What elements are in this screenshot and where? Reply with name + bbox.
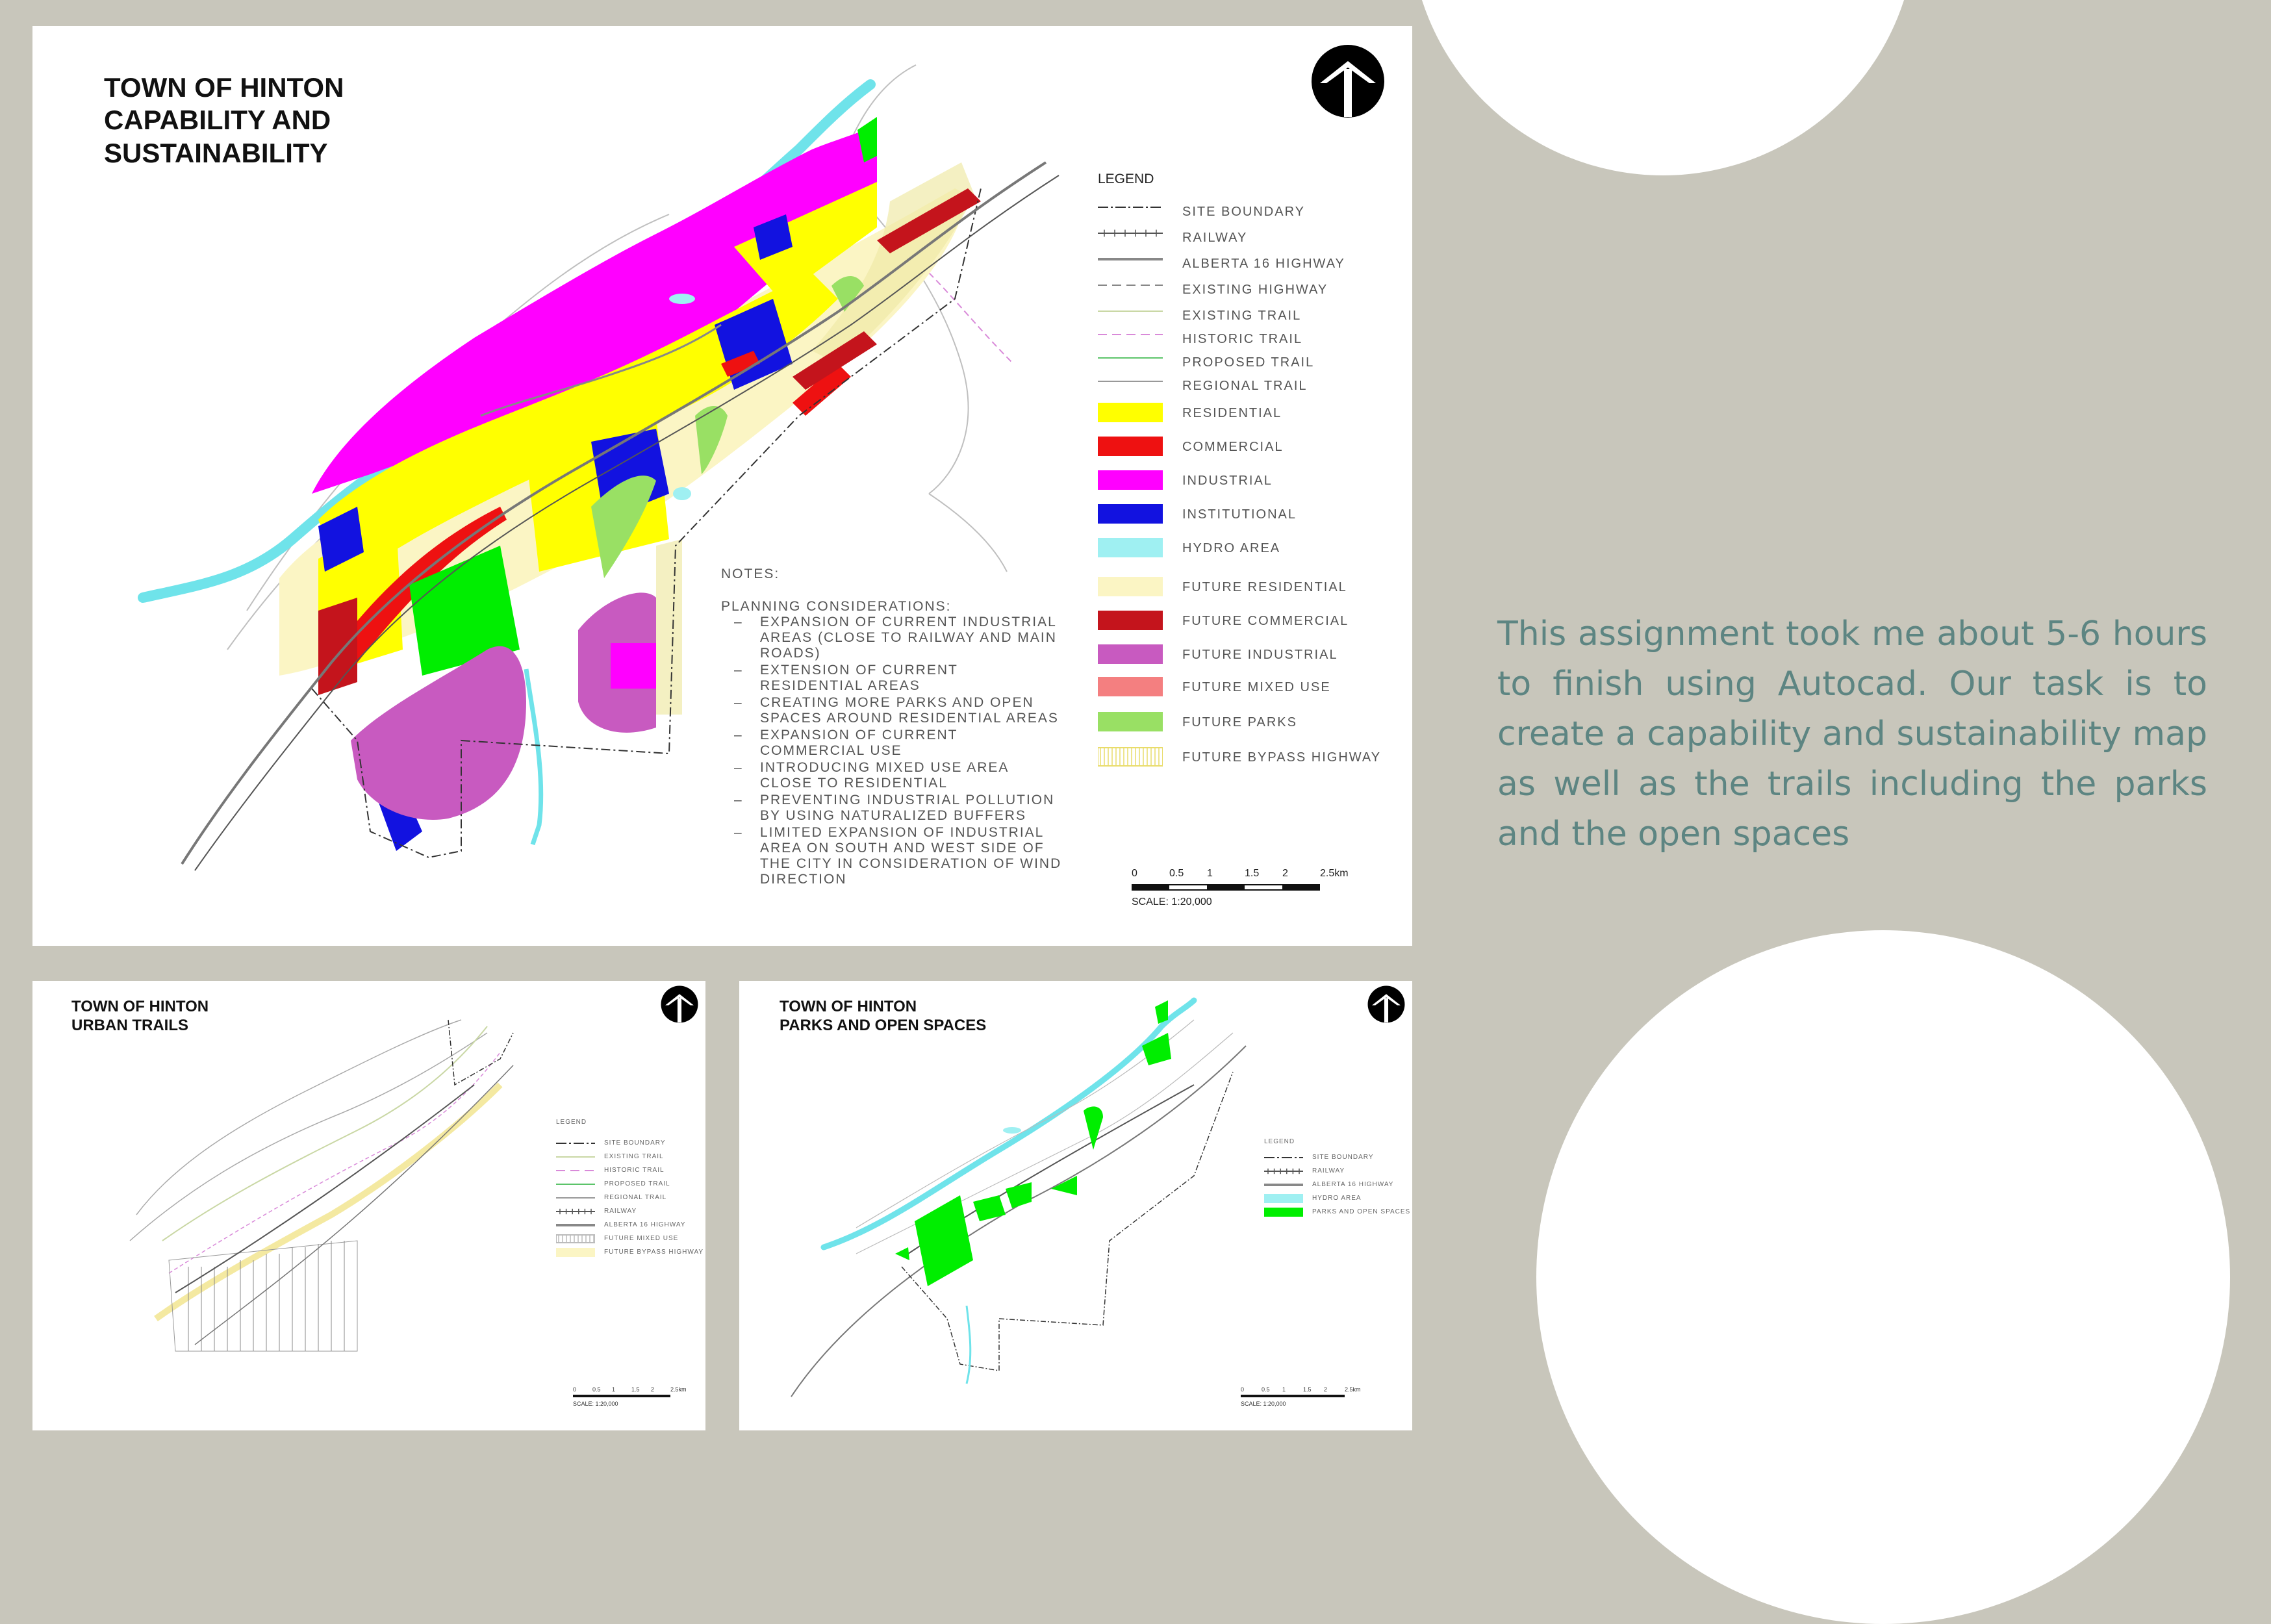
planning-note: – EXTENSION OF CURRENT RESIDENTIAL AREAS bbox=[721, 663, 1065, 694]
north-arrow-icon bbox=[660, 985, 699, 1024]
legend-swatch bbox=[556, 1234, 595, 1243]
scale-tick-label: 0.5 bbox=[1169, 868, 1184, 879]
legend-swatch bbox=[1264, 1194, 1303, 1203]
legend-item bbox=[1098, 434, 1284, 460]
legend-item bbox=[1264, 1150, 1410, 1164]
legend-item bbox=[1098, 674, 1331, 700]
scale-tick-label: 2.5km bbox=[670, 1386, 687, 1393]
legend-swatch bbox=[556, 1207, 595, 1216]
legend-swatch bbox=[1098, 538, 1163, 559]
legend-label: ALBERTA 16 HIGHWAY bbox=[604, 1221, 686, 1228]
legend-label: EXISTING TRAIL bbox=[604, 1153, 664, 1160]
decorative-circle-top bbox=[1410, 0, 1916, 175]
legend-label: COMMERCIAL bbox=[1182, 439, 1284, 454]
legend-swatch bbox=[1098, 437, 1163, 457]
legend-item bbox=[1098, 574, 1347, 600]
scale-tick-label: 2 bbox=[1324, 1386, 1328, 1393]
legend-swatch bbox=[1098, 644, 1163, 665]
legend-label: RAILWAY bbox=[1312, 1167, 1345, 1174]
legend-item bbox=[1098, 709, 1297, 735]
scale-tick-label: 0 bbox=[1241, 1386, 1245, 1393]
scale-tick-label: 2.5km bbox=[1320, 868, 1349, 879]
scale-tick-label: 1.5 bbox=[1245, 868, 1260, 879]
planning-considerations-list bbox=[721, 615, 1065, 887]
capability-notes bbox=[721, 566, 1065, 889]
scale-tick-label: 1.5 bbox=[1303, 1386, 1312, 1393]
legend-swatch bbox=[1264, 1208, 1303, 1217]
legend-swatch bbox=[1098, 677, 1163, 698]
legend-item bbox=[1098, 373, 1308, 399]
capability-map-title: TOWN OF HINTON CAPABILITY AND SUSTAINABILITY bbox=[104, 72, 344, 168]
legend-label: ALBERTA 16 HIGHWAY bbox=[1312, 1181, 1394, 1188]
legend-swatch bbox=[556, 1152, 595, 1161]
legend-label: FUTURE INDUSTRIAL bbox=[1182, 647, 1338, 662]
legend-swatch bbox=[1264, 1167, 1303, 1176]
legend-item bbox=[1098, 326, 1302, 352]
legend-label: EXISTING HIGHWAY bbox=[1182, 282, 1328, 297]
urban-trails-title: TOWN OF HINTON URBAN TRAILS bbox=[71, 998, 209, 1034]
legend-item bbox=[1264, 1205, 1410, 1219]
parks-open-spaces-panel bbox=[739, 981, 1412, 1430]
legend-swatch bbox=[1098, 712, 1163, 733]
legend-item bbox=[1098, 608, 1349, 634]
legend-label: FUTURE COMMERCIAL bbox=[1182, 613, 1349, 628]
scale-tick-label: 0.5 bbox=[592, 1386, 601, 1393]
scale-tick-label: 2.5km bbox=[1345, 1386, 1361, 1393]
urban-trails-panel bbox=[32, 981, 705, 1430]
legend-swatch bbox=[1098, 227, 1163, 248]
legend-label: EXISTING TRAIL bbox=[1182, 308, 1302, 323]
legend-item bbox=[556, 1177, 704, 1191]
legend-label: REGIONAL TRAIL bbox=[604, 1194, 667, 1201]
scale-tick-label: 1 bbox=[1282, 1386, 1286, 1393]
legend-item bbox=[556, 1245, 704, 1259]
legend-label: INDUSTRIAL bbox=[1182, 473, 1273, 488]
legend-label: ALBERTA 16 HIGHWAY bbox=[1182, 256, 1345, 271]
legend-item bbox=[556, 1136, 704, 1150]
parks-scale-label: SCALE: 1:20,000 bbox=[1241, 1401, 1286, 1407]
legend-swatch bbox=[1264, 1153, 1303, 1162]
legend-label: SITE BOUNDARY bbox=[1312, 1154, 1374, 1161]
legend-label: FUTURE BYPASS HIGHWAY bbox=[1182, 750, 1382, 765]
legend-item bbox=[1098, 303, 1301, 329]
urban-trails-scale-bar bbox=[573, 1386, 690, 1407]
legend-swatch bbox=[1098, 253, 1163, 274]
planning-note: – PREVENTING INDUSTRIAL POLLUTION BY USING NATURALIZED BUFFERS bbox=[721, 793, 1065, 824]
legend-item bbox=[1098, 277, 1328, 303]
urban-trails-legend bbox=[556, 1119, 704, 1259]
planning-note: – INTRODUCING MIXED USE AREA CLOSE TO RESIDENTIAL bbox=[721, 760, 1065, 791]
legend-item bbox=[1098, 642, 1338, 668]
legend-swatch bbox=[1098, 403, 1163, 424]
legend-swatch bbox=[556, 1221, 595, 1230]
legend-swatch bbox=[1098, 201, 1163, 222]
north-arrow-icon bbox=[1367, 985, 1406, 1024]
capability-legend-title: LEGEND bbox=[1098, 171, 1154, 186]
planning-note: – CREATING MORE PARKS AND OPEN SPACES AROUND RESIDENTIAL AREAS bbox=[721, 695, 1065, 726]
parks-legend-title: LEGEND bbox=[1264, 1138, 1295, 1145]
legend-label: HYDRO AREA bbox=[1182, 540, 1281, 555]
scale-tick-label: 1 bbox=[612, 1386, 616, 1393]
legend-label: RAILWAY bbox=[604, 1208, 637, 1215]
legend-item bbox=[1098, 535, 1280, 561]
legend-swatch bbox=[556, 1193, 595, 1202]
planning-considerations-heading: PLANNING CONSIDERATIONS: bbox=[721, 599, 952, 614]
legend-label: PROPOSED TRAIL bbox=[1182, 355, 1315, 370]
planning-note: – EXPANSION OF CURRENT COMMERCIAL USE bbox=[721, 728, 1065, 759]
legend-swatch bbox=[1264, 1180, 1303, 1189]
legend-item bbox=[1264, 1191, 1410, 1205]
urban-trails-scale-label: SCALE: 1:20,000 bbox=[573, 1401, 618, 1407]
parks-scale-bar bbox=[1241, 1386, 1371, 1407]
urban-trails-legend-title: LEGEND bbox=[556, 1119, 587, 1126]
parks-legend bbox=[1264, 1138, 1410, 1219]
decorative-circle-bottom bbox=[1536, 930, 2230, 1624]
legend-label: REGIONAL TRAIL bbox=[1182, 378, 1308, 393]
legend-label: HISTORIC TRAIL bbox=[1182, 331, 1303, 346]
planning-note: – LIMITED EXPANSION OF INDUSTRIAL AREA ON SOUTH AND WEST SIDE OF THE CITY IN CONSIDERATION OF WIND DIRECTION bbox=[721, 825, 1065, 887]
legend-swatch bbox=[1098, 329, 1163, 349]
scale-tick-label: 0 bbox=[573, 1386, 577, 1393]
scale-tick-label: 2 bbox=[651, 1386, 655, 1393]
legend-item bbox=[556, 1204, 704, 1218]
legend-label: RAILWAY bbox=[1182, 230, 1248, 245]
legend-item bbox=[1098, 251, 1345, 277]
legend-swatch bbox=[556, 1166, 595, 1175]
scale-tick-label: 1 bbox=[1207, 868, 1213, 879]
scale-tick-label: 1.5 bbox=[631, 1386, 640, 1393]
legend-label: FUTURE RESIDENTIAL bbox=[1182, 579, 1347, 594]
legend-label: PROPOSED TRAIL bbox=[604, 1180, 670, 1187]
legend-swatch bbox=[556, 1139, 595, 1148]
legend-label: HYDRO AREA bbox=[1312, 1195, 1362, 1202]
legend-swatch bbox=[1098, 577, 1163, 598]
legend-swatch bbox=[1098, 504, 1163, 525]
capability-scale-bar bbox=[1132, 868, 1352, 908]
legend-swatch bbox=[556, 1248, 595, 1257]
legend-label: INSTITUTIONAL bbox=[1182, 507, 1297, 522]
legend-label: HISTORIC TRAIL bbox=[604, 1167, 665, 1174]
legend-swatch bbox=[1098, 611, 1163, 631]
legend-item bbox=[1098, 468, 1273, 494]
legend-item bbox=[1264, 1164, 1410, 1178]
legend-swatch bbox=[1098, 279, 1163, 300]
legend-item bbox=[1098, 744, 1381, 770]
legend-item bbox=[556, 1232, 704, 1245]
legend-label: FUTURE PARKS bbox=[1182, 715, 1297, 730]
notes-heading: NOTES: bbox=[721, 566, 780, 581]
legend-swatch bbox=[1098, 305, 1163, 326]
legend-item bbox=[1098, 349, 1314, 375]
legend-item bbox=[1264, 1178, 1410, 1191]
legend-label: FUTURE MIXED USE bbox=[1182, 679, 1331, 694]
legend-item bbox=[556, 1218, 704, 1232]
legend-label: RESIDENTIAL bbox=[1182, 405, 1282, 420]
assignment-description: This assignment took me about 5-6 hours to finish using Autocad. Our task is to create a capability and sustainability map as well as the trails including the parks and the open spaces bbox=[1497, 615, 2207, 854]
legend-swatch bbox=[1098, 375, 1163, 396]
scale-tick-label: 0 bbox=[1132, 868, 1137, 879]
capability-map-panel bbox=[32, 26, 1412, 946]
legend-label: FUTURE MIXED USE bbox=[604, 1235, 679, 1242]
scale-tick-label: 0.5 bbox=[1262, 1386, 1270, 1393]
capability-scale-label: SCALE: 1:20,000 bbox=[1132, 896, 1212, 907]
legend-item bbox=[1098, 400, 1282, 426]
legend-item bbox=[556, 1150, 704, 1163]
legend-item bbox=[1098, 501, 1297, 527]
legend-item bbox=[556, 1191, 704, 1204]
legend-swatch bbox=[1098, 747, 1163, 768]
north-arrow-icon bbox=[1310, 43, 1386, 120]
planning-note: – EXPANSION OF CURRENT INDUSTRIAL AREAS (CLOSE TO RAILWAY AND MAIN ROADS) bbox=[721, 615, 1065, 661]
legend-item bbox=[1098, 199, 1305, 225]
legend-label: SITE BOUNDARY bbox=[1182, 204, 1305, 219]
legend-item bbox=[556, 1163, 704, 1177]
legend-label: FUTURE BYPASS HIGHWAY bbox=[604, 1249, 704, 1256]
legend-swatch bbox=[1098, 470, 1163, 491]
parks-title: TOWN OF HINTON PARKS AND OPEN SPACES bbox=[780, 998, 987, 1034]
legend-swatch bbox=[556, 1180, 595, 1189]
legend-label: SITE BOUNDARY bbox=[604, 1139, 666, 1147]
legend-swatch bbox=[1098, 352, 1163, 373]
scale-tick-label: 2 bbox=[1282, 868, 1288, 879]
legend-label: PARKS AND OPEN SPACES bbox=[1312, 1208, 1411, 1215]
legend-item bbox=[1098, 225, 1247, 251]
